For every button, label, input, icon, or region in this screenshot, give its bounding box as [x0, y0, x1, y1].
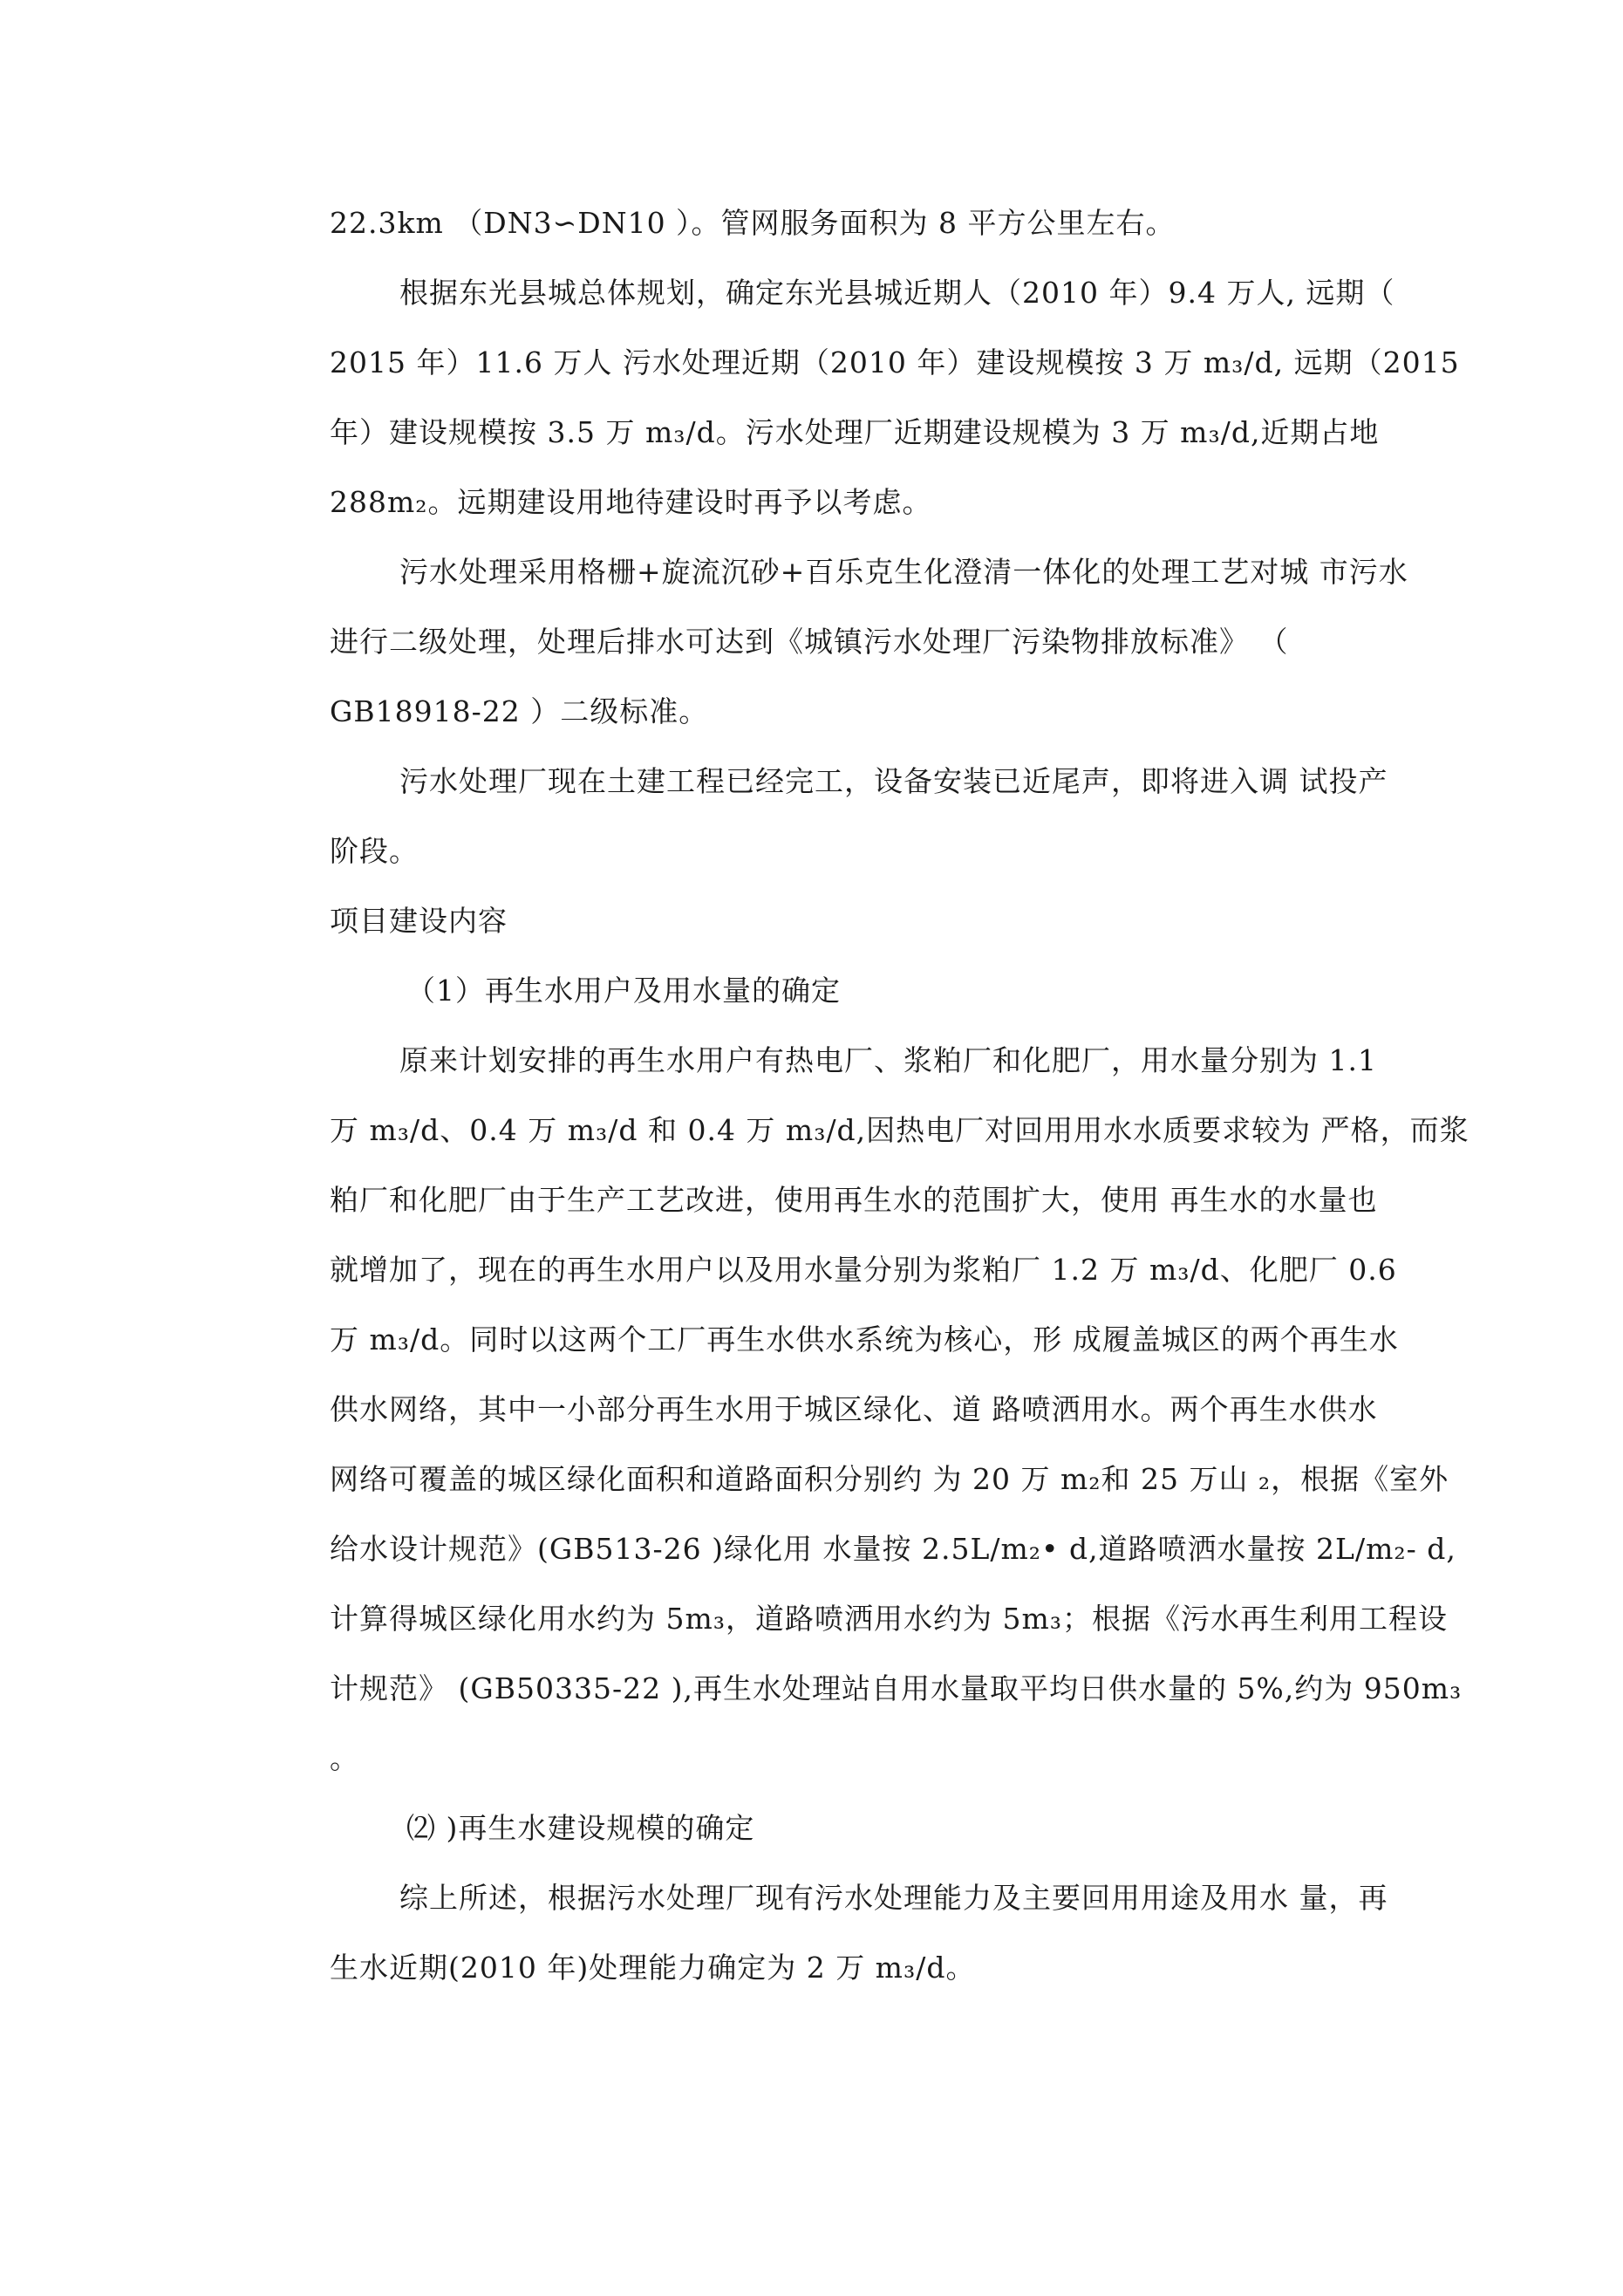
section-heading: 项目建设内容	[330, 904, 508, 938]
text-line: GB18918-22 ）二级标准。	[330, 694, 709, 728]
text-line: 网络可覆盖的城区绿化面积和道路面积分别约 为 20 万 m₂和 25 万山 ₂，根据《室外	[330, 1462, 1449, 1496]
text-line: 计算得城区绿化用水约为 5m₃，道路喷洒用水约为 5m₃；根据《污水再生利用工程设	[330, 1602, 1449, 1636]
text-line: 阶段。	[330, 834, 419, 868]
text-line: 万 m₃/d。同时以这两个工厂再生水供水系统为核心，形 成履盖城区的两个再生水	[330, 1322, 1399, 1356]
text-line: 万 m₃/d、0.4 万 m₃/d 和 0.4 万 m₃/d,因热电厂对回用用水水质要求较为 严格，而浆	[330, 1113, 1470, 1147]
text-line: 计规范》 (GB50335-22 ),再生水处理站自用水量取平均日供水量的 5%,约为 950m₃	[330, 1671, 1463, 1705]
subsection-heading: ⑵ )再生水建设规模的确定	[406, 1811, 755, 1845]
text-line: 进行二级处理，处理后排水可达到《城镇污水处理厂污染物排放标准》 （	[330, 625, 1289, 659]
text-line: 原来计划安排的再生水用户有热电厂、浆粕厂和化肥厂，用水量分别为 1.1	[399, 1043, 1377, 1077]
text-line: 就增加了，现在的再生水用户以及用水量分别为浆粕厂 1.2 万 m₃/d、化肥厂 0.6	[330, 1253, 1397, 1287]
text-line: 污水处理厂现在土建工程已经完工，设备安装已近尾声，即将进入调 试投产	[399, 764, 1388, 798]
text-line: 22.3km （DN3∽DN10 ）。管网服务面积为 8 平方公里左右。	[330, 206, 1176, 240]
text-line: 生水近期(2010 年)处理能力确定为 2 万 m₃/d。	[330, 1951, 976, 1985]
text-line: 粕厂和化肥厂由于生产工艺改进，使用再生水的范围扩大，使用 再生水的水量也	[330, 1183, 1378, 1217]
text-line: 。	[330, 1741, 359, 1775]
text-line: 288m₂。远期建设用地待建设时再予以考虑。	[330, 485, 932, 519]
text-line: 2015 年）11.6 万人 污水处理近期（2010 年）建设规模按 3 万 m₃/d, 远期（2015	[330, 345, 1460, 379]
text-line: 给水设计规范》(GB513-26 )绿化用 水量按 2.5L/m₂• d,道路喷洒水量按 2L/m₂- d,	[330, 1532, 1456, 1566]
text-line: 污水处理采用格栅+旋流沉砂+百乐克生化澄清一体化的处理工艺对城 市污水	[399, 555, 1408, 589]
text-line: 年）建设规模按 3.5 万 m₃/d。污水处理厂近期建设规模为 3 万 m₃/d,近期占地	[330, 415, 1380, 449]
text-line: 根据东光县城总体规划，确定东光县城近期人（2010 年）9.4 万人, 远期（	[399, 276, 1395, 310]
text-line: 供水网络，其中一小部分再生水用于城区绿化、道 路喷洒用水。两个再生水供水	[330, 1392, 1378, 1426]
subsection-heading: （1）再生水用户及用水量的确定	[406, 974, 841, 1008]
text-line: 综上所述，根据污水处理厂现有污水处理能力及主要回用用途及用水 量，再	[399, 1881, 1388, 1915]
